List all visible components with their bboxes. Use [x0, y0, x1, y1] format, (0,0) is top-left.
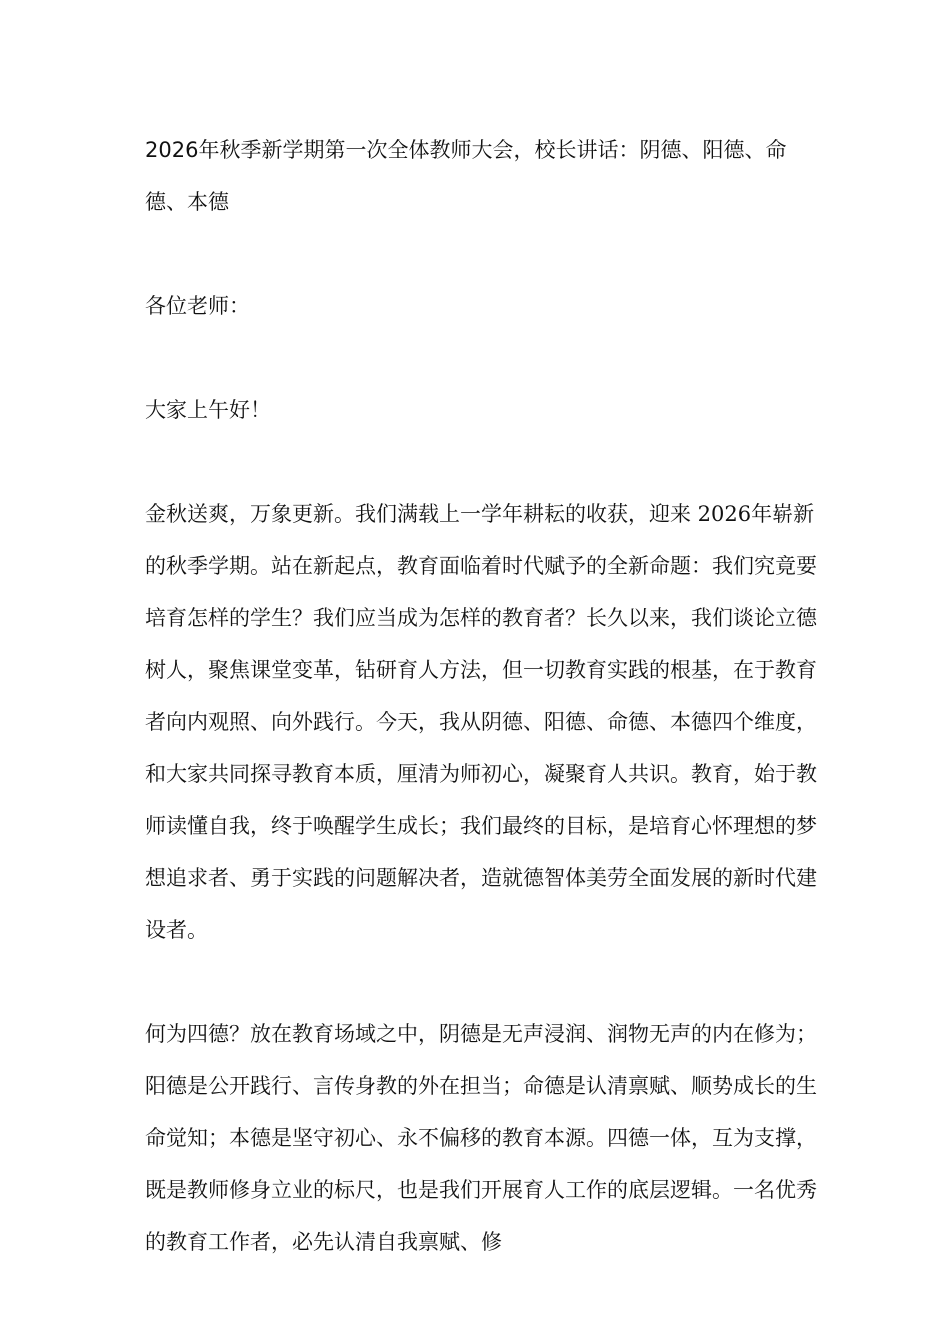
- greeting: 大家上午好！: [145, 398, 271, 422]
- salutation: 各位老师：: [145, 294, 250, 318]
- paragraph: 金秋送爽，万象更新。我们满载上一学年耕耘的收获，迎来 2026年崭新的秋季学期。站在新起点，教育面临着时代赋予的全新命题：我们究竟要培育怎样的学生？我们应当成为怎样的教育者？长久以来，我们谈论立德树人，聚焦课堂变革，钻研育人方法，但一切教育实践的根基，在于教育者向内观照、向外践行。今天，我从阴德、阳德、命德、本德四个维度，和大家共同探寻教育本质，厘清为师初心，凝聚育人共识。教育，始于教师读懂自我，终于唤醒学生成长；我们最终的目标，是培育心怀理想的梦想追求者、勇于实践的问题解决者，造就德智体美劳全面发展的新时代建设者。: [145, 502, 817, 942]
- document-title: 2026年秋季新学期第一次全体教师大会，校长讲话：阴德、阳德、命德、本德: [145, 138, 787, 214]
- document-body: [145, 124, 825, 1320]
- paragraph: 何为四德？放在教育场域之中，阴德是无声浸润、润物无声的内在修为；阳德是公开践行、言传身教的外在担当；命德是认清禀赋、顺势成长的生命觉知；本德是坚守初心、永不偏移的教育本源。四德一体，互为支撑，既是教师修身立业的标尺，也是我们开展育人工作的底层逻辑。一名优秀的教育工作者，必先认清自我禀赋、修: [145, 1022, 817, 1254]
